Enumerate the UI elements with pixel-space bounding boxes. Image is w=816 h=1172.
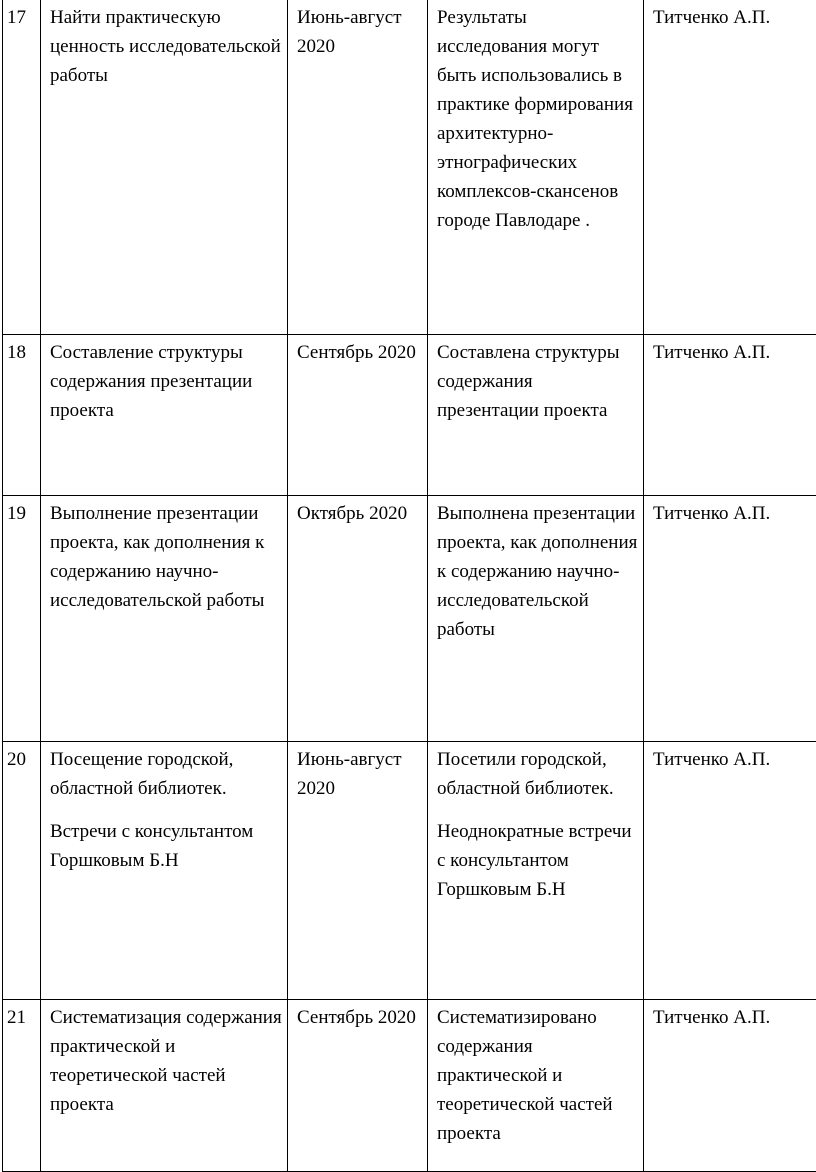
responsible-cell: Титченко А.П.	[644, 741, 816, 999]
responsible-cell: Титченко А.П.	[644, 999, 816, 1171]
result-cell	[428, 334, 644, 495]
responsible-cell: Титченко А.П.	[644, 0, 816, 334]
task-text: Посещение городской, областной библиотек.	[50, 745, 282, 803]
task-text: Составление структуры содержания презентации проекта	[50, 338, 282, 425]
task-text: Найти практическую ценность исследовательской работы	[50, 3, 282, 90]
task-cell	[41, 0, 288, 334]
responsible-cell: Титченко А.П.	[644, 334, 816, 495]
task-text: Выполнение презентации проекта, как дополнения к содержанию научно-исследовательской работы	[50, 499, 282, 615]
task-cell	[41, 741, 288, 999]
task-text: Встречи с консультантом Горшковым Б.Н	[50, 817, 282, 875]
task-cell	[41, 495, 288, 741]
result-text: Составлена структуры содержания презентации проекта	[437, 338, 638, 425]
task-cell	[41, 334, 288, 495]
result-text: Посетили городской, областной библиотек.	[437, 745, 638, 803]
row-number: 20	[3, 741, 41, 999]
row-number: 21	[3, 999, 41, 1171]
row-number: 18	[3, 334, 41, 495]
result-cell	[428, 495, 644, 741]
row-number: 17	[3, 0, 41, 334]
table-row	[3, 334, 816, 495]
result-cell	[428, 999, 644, 1171]
responsible-cell: Титченко А.П.	[644, 495, 816, 741]
table-row	[3, 495, 816, 741]
plan-table	[2, 0, 816, 1172]
task-text: Систематизация содержания практической и теоретической частей проекта	[50, 1003, 282, 1119]
period-cell: Октябрь 2020	[288, 495, 428, 741]
result-text: Результаты исследования могут быть использовались в практике формирования архитектурно-этнографических комплексов-скансенов городе Павлодаре .	[437, 3, 638, 235]
task-cell	[41, 999, 288, 1171]
period-cell: Сентябрь 2020	[288, 999, 428, 1171]
table-row	[3, 0, 816, 334]
row-number: 19	[3, 495, 41, 741]
result-text: Выполнена презентации проекта, как дополнения к содержанию научно-исследовательской работы	[437, 499, 638, 644]
period-cell: Сентябрь 2020	[288, 334, 428, 495]
result-text: Неоднократные встречи с консультантом Горшковым Б.Н	[437, 817, 638, 904]
table-row	[3, 741, 816, 999]
result-text: Систематизировано содержания практической и теоретической частей проекта	[437, 1003, 638, 1148]
result-cell	[428, 741, 644, 999]
period-cell: Июнь-август 2020	[288, 741, 428, 999]
result-cell	[428, 0, 644, 334]
period-cell: Июнь-август 2020	[288, 0, 428, 334]
table-row	[3, 999, 816, 1171]
